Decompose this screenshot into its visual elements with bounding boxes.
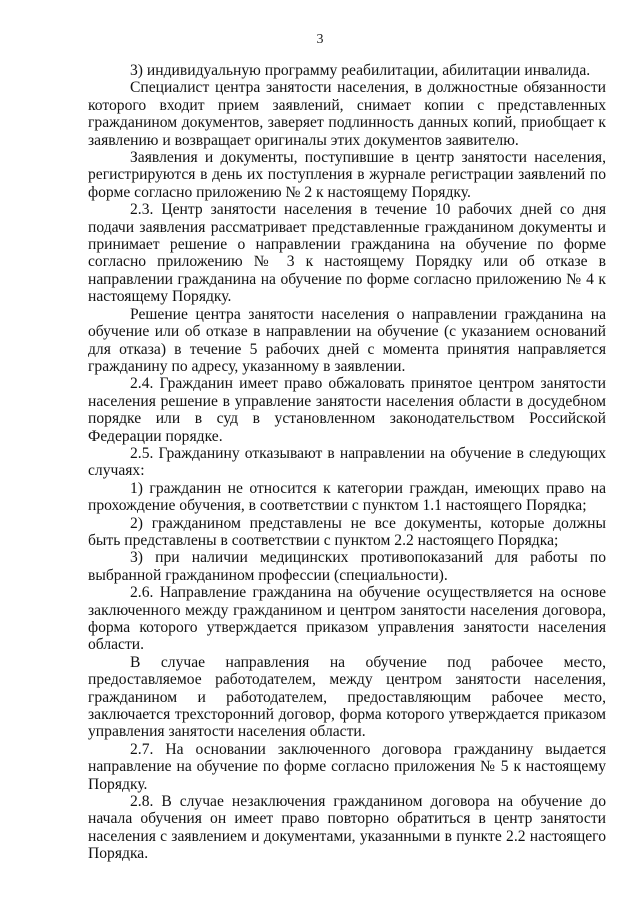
paragraph-2-5: 2.5. Гражданину отказывают в направлении на обучение в следующих случаях: bbox=[88, 444, 606, 480]
paragraph-tripartite: В случае направления на обучение под рабочее место, предоставляемое работодателем, между центром занятости населения, гражданином и работодателем, предоставляющим рабочее место, заключается трехсторонний договор, форма которого утверждается приказом управления занятости населения области. bbox=[88, 653, 606, 741]
paragraph-2-3: 2.3. Центр занятости населения в течение 10 рабочих дней со дня подачи заявления рассматривает представленные гражданином документы и принимает решение о направлении гражданина на обучение по форме согласно приложению № 3 к настоящему Порядку или об отказе в направлении гражданина на обучение по форме согласно приложению № 4 к настоящему Порядку. bbox=[88, 201, 606, 306]
paragraph-specialist: Специалист центра занятости населения, в должностные обязанности которого входит прием заявлений, снимает копии с представленных гражданином документов, заверяет подлинность данных копий, приобщает к заявлению и возвращает оригиналы этих документов заявителю. bbox=[88, 79, 606, 149]
paragraph-decision: Решение центра занятости населения о направлении гражданина на обучение или об отказе в направлении на обучение (с указанием оснований для отказа) в течение 5 рабочих дней с момента принятия направляется гражданину по адресу, указанному в заявлении. bbox=[88, 305, 606, 375]
paragraph-2-5-item-1: 1) гражданин не относится к категории граждан, имеющих право на прохождение обучения, в соответствии с пунктом 1.1 настоящего Порядка; bbox=[88, 479, 606, 515]
paragraph-item-3: 3) индивидуальную программу реабилитации, абилитации инвалида. bbox=[130, 62, 591, 79]
paragraph-2-8: 2.8. В случае незаключения гражданином договора на обучение до начала обучения он имеет право повторно обратиться в центр занятости населения с заявлением и документами, указанными в пункте 2.2 настоящего Порядка. bbox=[88, 793, 606, 863]
page-number: 3 bbox=[316, 32, 324, 47]
paragraph-2-5-item-2: 2) гражданином представлены не все документы, которые должны быть представлены в соответствии с пунктом 2.2 настоящего Порядка; bbox=[88, 514, 606, 549]
document-body bbox=[88, 62, 606, 863]
paragraph-2-5-item-3: 3) при наличии медицинских противопоказаний для работы по выбранной гражданином профессии (специальности). bbox=[88, 549, 606, 584]
paragraph-2-6: 2.6. Направление гражданина на обучение осуществляется на основе заключенного между гражданином и центром занятости населения договора, форма которого утверждается приказом управления занятости населения области. bbox=[88, 584, 606, 654]
paragraph-2-7: 2.7. На основании заключенного договора гражданину выдается направление на обучение по форме согласно приложения № 5 к настоящему Порядку. bbox=[88, 740, 606, 793]
paragraph-2-4: 2.4. Гражданин имеет право обжаловать принятое центром занятости населения решение в управление занятости населения области в досудебном порядке или в суд в установленном законодательством Российской Федерации порядке. bbox=[88, 375, 606, 445]
paragraph-registration: Заявления и документы, поступившие в центр занятости населения, регистрируются в день их поступления в журнале регистрации заявлений по форме согласно приложению № 2 к настоящему Порядку. bbox=[88, 149, 606, 201]
